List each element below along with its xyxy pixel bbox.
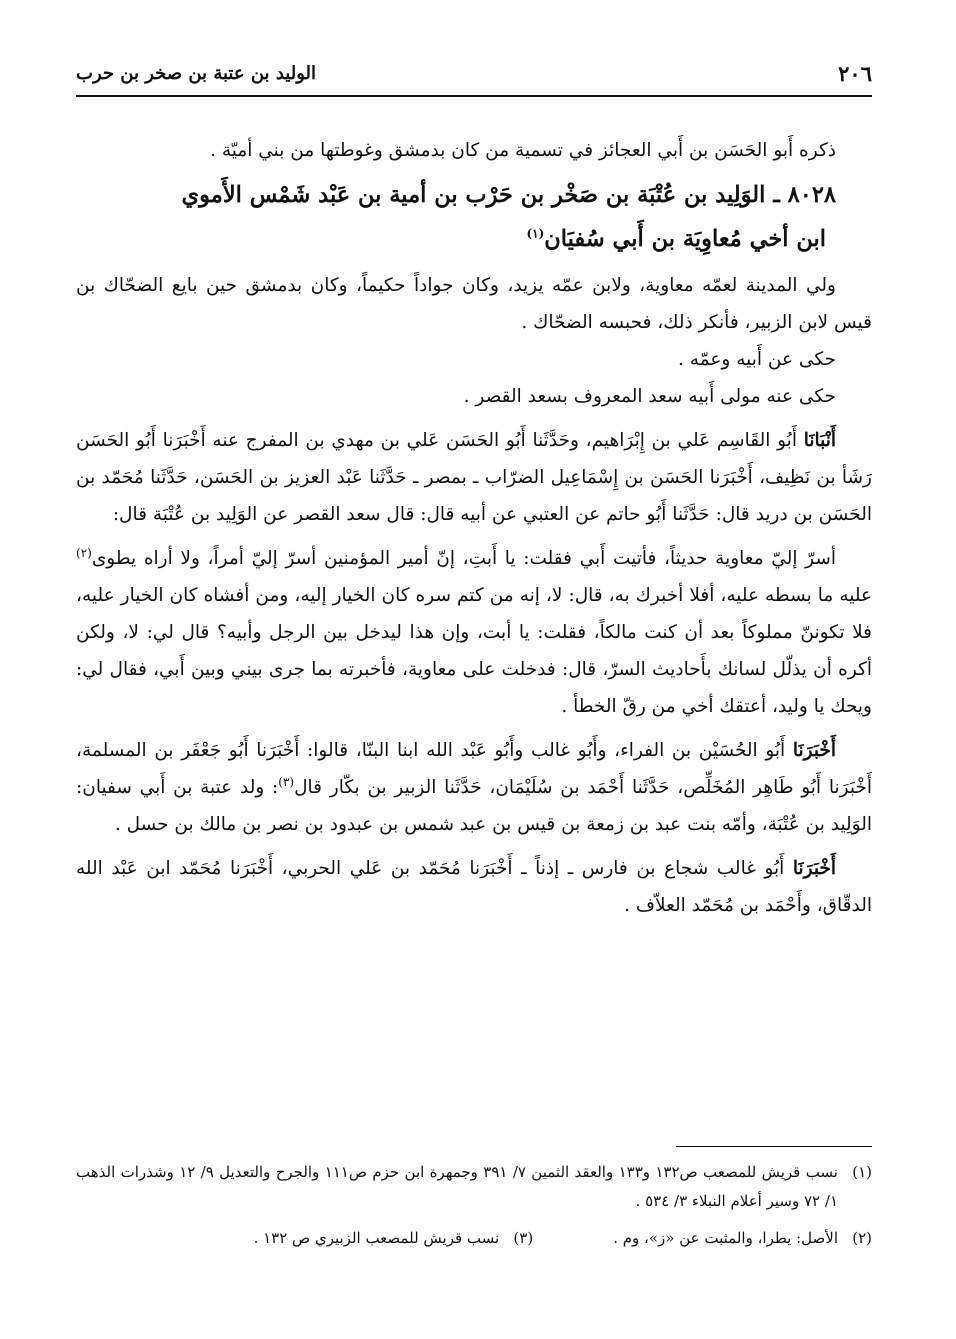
footnote-ref-1: (١) [526, 226, 545, 241]
footnotes [76, 1158, 872, 1253]
entry-heading-line2: ابن أخي مُعاوِيَة بن أَبي سُفيَان [544, 226, 826, 252]
footnote-divider [676, 1146, 872, 1147]
footnote-1-marker: (١) [852, 1163, 872, 1181]
header-divider [76, 95, 872, 97]
isnad-text-1: أَبُو القَاسِم عَلي بن إِبْرَاهيم، وحَدَّثَنا أَبُو الحَسَن عَلي بن مهدي بن المفرج عنه أَخْبَرَنا أَبُو الحَسَن رَشَأ بن نَظِيف، أَخْبَرَنا الحَسَن بن إِسْمَاعِيل الضرّاب ـ بمصر ـ حَدَّثَنا عَبْد العزيز بن الحَسَن، حَدَّثَنا مُحَمّد بن الحَسَن بن دريد قال: حَدَّثَنا أَبُو حاتم عن العتبي عن أبيه قال: قال سعد القصر عن الوَلِيد بن عُتْبَة قال: [76, 430, 872, 525]
footnote-row-2-3 [76, 1224, 872, 1253]
footnote-3 [254, 1224, 534, 1253]
entry-heading-line2-wrap [76, 217, 872, 261]
biography-paragraph: ولي المدينة لعمّه معاوية، ولابن عمّه يزيد، وكان جواداً حكيماً، وكان بدمشق حين بايع الضحّاك بن قيس لابن الزبير، فأنكر ذلك، فحبسه الضحّاك . [76, 275, 872, 333]
footnote-3-text: نسب قريش للمصعب الزبيري ص ١٣٢ . [253, 1229, 500, 1247]
isnad-lead-2: أَخْبَرَنَا [792, 740, 836, 761]
isnad-text-2b: : ولد عتبة بن أَبي سفيان: الوَلِيد بن عُتْبَة، وأمّه بنت عبد بن زمعة بن قيس بن عبد شمس بن عبدود بن نصر بن مالك بن حسل . [76, 777, 872, 835]
isnad-lead-3: أَخْبَرَنَا [792, 858, 836, 879]
footnote-ref-3: (٣) [278, 774, 295, 789]
footnote-2-text: الأصل: يطرا، والمثبت عن «ز»، وم . [613, 1229, 838, 1247]
narration-text-a: أسرّ إليّ معاوية حديثاً، فأتيت أَبي فقلت: يا أَبتِ، إنّ أمير المؤمنين أسرّ إليّ أمراً، ولا أراه يطوى [91, 548, 836, 569]
narration-paragraph [76, 540, 872, 725]
isnad-text-3: أَبُو غالب شجاع بن فارس ـ إذناً ـ أَخْبَرَنا مُحَمّد بن عَلي الحربي، أَخْبَرَنا مُحَمّد ابن عَبْد الله الدقّاق، وأَحْمَد بن مُحَمّد العلاّف . [76, 858, 872, 916]
narration-text-b: عليه ما بسطه عليه، أفلا أخبرك به، قال: لا، إنه من كتم سره كان الخيار إليه، ومن أفشاه كان الخيار عليه، فلا تكوننّ مملوكاً بعد أن كنت مالكاً، فقلت: يا أبت، وإن هذا ليدخل بين الرجل وأبيه؟ قال لي: لا، ولكن أكره أن يذلّل لسانك بأَحاديث السرّ، قال: فدخلت على معاوية، فأخبرته بما جرى بيني وبين أَبي، فقال لي: ويحك يا وليد، أعتقك أخي من رقّ الخطأ . [76, 585, 872, 717]
footnote-1 [76, 1158, 872, 1216]
isnad-lead-1: أَنْبَانَا [803, 430, 836, 451]
footnote-2-marker: (٢) [852, 1229, 872, 1247]
page-header [76, 56, 872, 90]
page-number: ٢٠٦ [838, 60, 872, 86]
intro-paragraph: ذكره أَبو الحَسَن بن أَبي العجائز في تسمية من كان بدمشق وغوطتها من بني أميّة . [210, 140, 836, 161]
entry-heading-line1: ٨٠٢٨ ـ الوَلِيد بن عُتْبَة بن صَخْر بن حَرْب بن أمية بن عَبْد شَمْس الأَموي [181, 182, 836, 208]
main-text [76, 132, 872, 924]
isnad-paragraph-3 [76, 850, 872, 924]
running-title: الوليد بن عتبة بن صخر بن حرب [76, 62, 316, 84]
isnad-paragraph-1 [76, 422, 872, 533]
entry-heading [76, 173, 872, 261]
footnote-1-text: نسب قريش للمصعب ص١٣٢ و١٣٣ والعقد الثمين ٧/ ٣٩١ وجمهرة ابن حزم ص١١١ والجرح والتعديل ٩/ ١٢ وشذرات الذهب ١/ ٧٢ وسير أعلام النبلاء ٣/ ٥٣٤ . [76, 1163, 838, 1210]
isnad-text-2a: أَبُو الحُسَيْن بن الفراء، وأَبُو غالب وأَبُو عَبْد الله ابنا البنّا، قالوا: أَخْبَرَنا أَبُو جَعْفَر بن المسلمة، أَخْبَرَنا أَبُو طَاهِر المُخَلِّص، حَدَّثَنا أَحْمَد بن سُلَيْمَان، حَدَّثَنا الزبير بن بكّار قال [76, 740, 872, 798]
isnad-paragraph-2 [76, 732, 872, 843]
narrated-from-paragraph: حكى عن أَبيه وعمّه . [678, 349, 836, 370]
footnote-3-marker: (٣) [513, 1229, 534, 1247]
narrated-by-paragraph: حكى عنه مولى أَبيه سعد المعروف بسعد القصر . [463, 386, 836, 407]
footnote-ref-2: (٢) [76, 545, 92, 560]
footnote-2 [613, 1224, 872, 1253]
